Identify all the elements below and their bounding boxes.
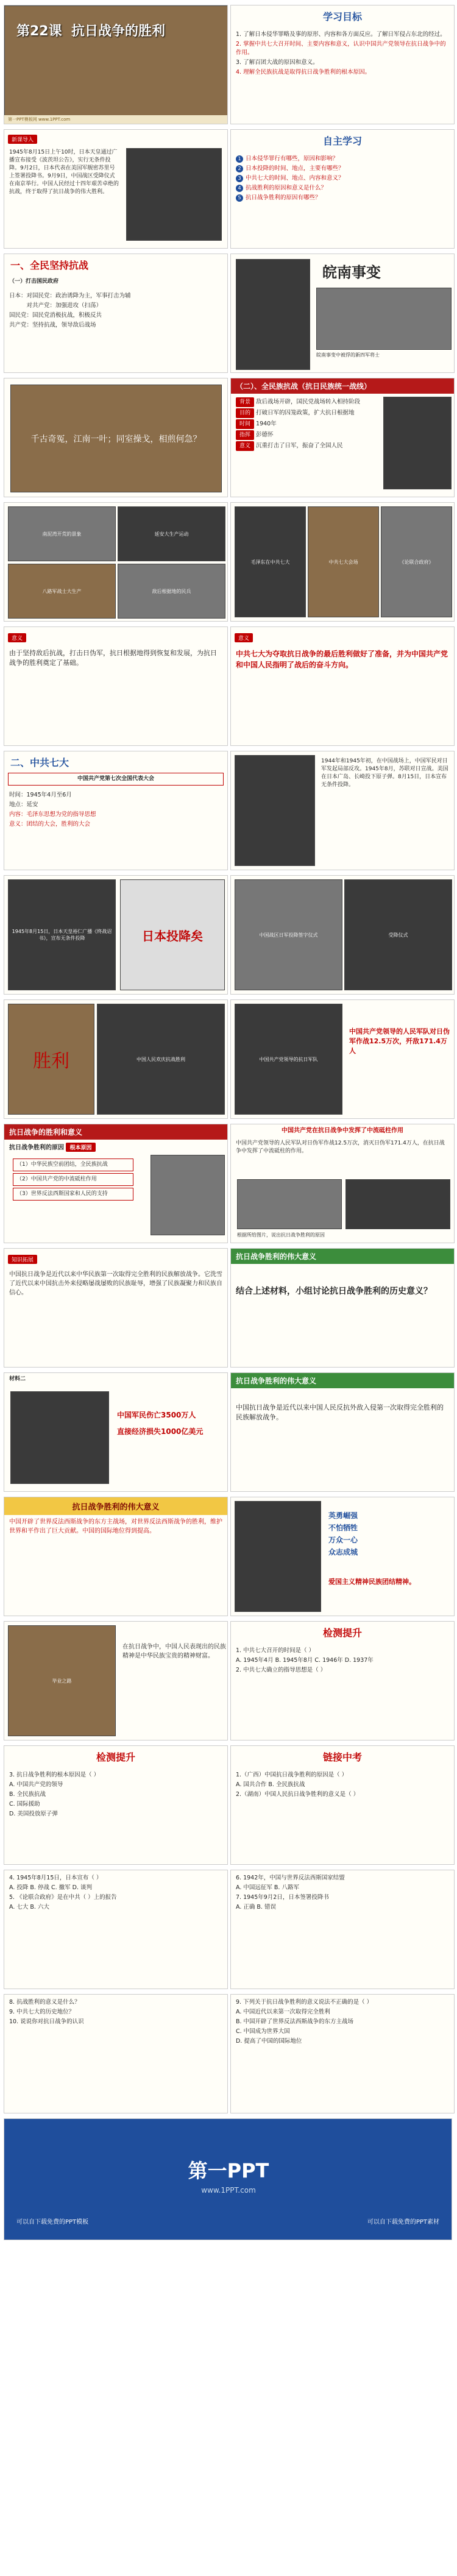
photo-3 (8, 564, 116, 619)
stat-casualties: 中国军民伤亡3500万人 (117, 1411, 196, 1419)
wannan-photo-2 (316, 288, 452, 350)
persist-heading: 一、全民坚持抗战 (10, 260, 89, 271)
spirit-line: 万众一心 (328, 1536, 358, 1544)
test-item: B. 中国开辟了世界反法西斯战争的东方主战场 (236, 2018, 354, 2025)
slide-reasons (4, 1124, 228, 1243)
slide-surrender-news (4, 875, 228, 995)
mainstay-photo-2 (345, 1179, 450, 1229)
spirit-photo (235, 1501, 321, 1612)
test-item: A. 正确 B. 错误 (236, 1904, 276, 1911)
test-item: D. 提高了中国的国际地位 (236, 2038, 302, 2045)
material-heading: 材料二 (9, 1376, 26, 1382)
test-item: 8. 抗战胜利的意义是什么？ (9, 1999, 80, 2006)
mainstay-title: 中国共产党在抗日战争中发挥了中流砥柱作用 (282, 1127, 403, 1134)
row-label: 背景 (236, 397, 254, 407)
spirit-line: 英勇崛强 (328, 1511, 358, 1520)
slide-title (4, 5, 228, 124)
extension-text: 中国抗日战争是近代以来中华民族第一次取得完全胜利的民族解放战争。它洗雪了近代以来中国抗击外来侵略屡战屡败的民族耻辱，增强了民族凝聚力和民族自信心。 (9, 1271, 222, 1296)
reasons-tag: 根本原因 (66, 1143, 95, 1152)
extension-tag: 知识拓展 (8, 1255, 37, 1264)
spirit-line: 不怕牺牲 (328, 1524, 358, 1532)
photo-caption: 《论联合政府》 (399, 559, 434, 565)
slide-counteroffensive (230, 751, 455, 870)
congress-heading: 二、中共七大 (10, 757, 69, 768)
photo-caption: 中共七大会场 (328, 559, 358, 565)
slide-test-5 (4, 1994, 228, 2113)
persist-line: 对共产党：加强进攻（扫荡） (9, 302, 102, 309)
test-item: 10. 说说你对抗日战争的认识 (9, 2018, 84, 2025)
reason-item: （2）中国共产党的中流砥柱作用 (13, 1173, 133, 1186)
brand-small-1: 可以自下载免费的PPT模板 (16, 2219, 89, 2226)
study-question: 日本投降的时间、地点，主要有哪些？ (246, 165, 344, 172)
slide-meaning-2 (230, 626, 455, 746)
test-item: B. 全民族抗战 (9, 1791, 46, 1798)
meaning-tag: 意义 (235, 633, 253, 642)
calligraphy-image (10, 385, 222, 492)
emperor-photo (8, 879, 116, 990)
congress-item: 地点：延安 (9, 801, 38, 808)
persist-sub: （一）打击国民政府 (9, 279, 59, 285)
study-question: 中共七大的时间、地点、内容和意义？ (246, 175, 344, 182)
mainstay-caption: 根据所给图片，说出抗日战争胜利的原因 (237, 1232, 325, 1238)
goal-item: 2. 掌握中共七大召开时间、主要内容和意义，认识中国共产党领导在抗日战争中的作用。 (236, 41, 446, 56)
slide-meaning-1 (4, 626, 228, 746)
test-item: D. 美国投放原子弹 (9, 1811, 58, 1817)
slide-surrender-ceremony (230, 875, 455, 995)
news-headline: 日本投降矣 (142, 928, 203, 943)
persist-line: 共产党：坚持抗战，领导敌后战场 (9, 322, 96, 328)
photo-hall (308, 506, 379, 617)
brand-small-2: 可以自下载免费的PPT素材 (367, 2219, 439, 2226)
ceremony-photo-2 (344, 879, 452, 990)
photo-1 (8, 506, 116, 561)
slide-self-study: 自主学习 1 日本侵华罪行有哪些，原因和影响？ 2 日本投降的时间、地点，主要有哪些？ 3 中共七大的时间、地点、内容和意义？ 4 抗战胜利的原因和意义是什么？ 5 抗日战争胜利的原因有哪些？ (230, 129, 455, 249)
test-item: 2. 中共七大确立的指导思想是（ ） (236, 1667, 327, 1673)
slide-poem (4, 378, 228, 497)
significance-heading: 抗日战争胜利的伟大意义 (231, 1249, 454, 1264)
slide-mainstay (230, 1124, 455, 1243)
slide-seventh-congress (4, 751, 228, 870)
row-label: 指挥 (236, 430, 254, 440)
test-item: 1. 中共七大召开的时间是（ ） (236, 1647, 315, 1654)
photo-caption: 中国战区日军投降签字仪式 (259, 932, 318, 938)
slide-test-3 (4, 1870, 228, 1989)
photo-caption: 中国人民欢庆抗战胜利 (136, 1056, 185, 1062)
exam-item: A. 国共合作 B. 全民族抗战 (236, 1781, 305, 1788)
intro-photo (126, 148, 222, 241)
celebration-photo (97, 1004, 225, 1115)
study-question: 抗日战争胜利的原因有哪些？ (246, 194, 321, 201)
significance-question: 结合上述材料，小组讨论抗日战争胜利的历史意义？ (236, 1286, 432, 1296)
slide-material (4, 1372, 228, 1492)
mainstay-photo (237, 1179, 342, 1229)
slide-significance-a (230, 1372, 455, 1492)
test-item: 6. 1942年，中国与世界反法西斯国家结盟 (236, 1875, 345, 1881)
newspaper-image (120, 879, 225, 990)
photo-2 (118, 506, 225, 561)
congress-item: 内容：毛泽东思想为党的指导思想 (9, 811, 96, 818)
row-value: 1940年 (256, 420, 277, 427)
slide-hundred-regiments (230, 378, 455, 497)
intro-text: 1945年8月15日上午10时，日本天皇通过广播宣布接受《波茨坦公告》，实行无条件投降。9月2日，日本代表在美国军舰密苏里号上签署投降书。9月9日，中国战区受降仪式在南京举行。中国人民经过十四年艰苦卓绝的抗战，终于取得了抗日战争的伟大胜利。 (9, 149, 119, 195)
regiments-heading: （二）、全民族抗战（抗日民族统一战线） (231, 378, 454, 394)
study-question: 日本侵华罪行有哪些，原因和影响？ (246, 155, 339, 162)
intro-tag: 新课导入 (8, 135, 37, 144)
photo-caption: 1945年8月15日，日本天皇裕仁广播《终战诏书》，宣布无条件投降 (12, 929, 112, 941)
test-heading: 检测提升 (96, 1751, 135, 1763)
slide-intro (4, 129, 228, 249)
persist-line: 国民党：国民党消极抗战，积极反共 (9, 312, 102, 319)
photo-4 (118, 564, 225, 619)
test-item: 9. 中共七大的历史地位？ (9, 2009, 75, 2015)
stat-losses: 直接经济损失1000亿美元 (117, 1427, 204, 1436)
persist-line: 日本：对国民党：政治诱降为主，军事打击为辅 (9, 293, 131, 299)
road-text: 在抗日战争中，中国人民表现出的民族精神是中华民族宝贵的精神财富。 (122, 1644, 226, 1659)
reasons-photo (151, 1155, 225, 1235)
goal-item: 1. 了解日本侵华罪略及事的原形、内容和各方面反应。了解日军侵占东北的经过。 (236, 31, 446, 38)
test-item: A. 中国近代以来第一次取得完全胜利 (236, 2009, 330, 2015)
reason-item: （3）世界反法西斯国家和人民的支持 (13, 1188, 133, 1201)
meaning-text: 由于坚持敌后抗战，打击日伪军，抗日根据地得到恢复和发展，为抗日战争的胜利奠定了基础。 (9, 649, 217, 667)
slide-extension (4, 1248, 228, 1368)
congress-item: 意义：团结的大会，胜利的大会 (9, 821, 91, 828)
goal-item: 4. 理解全民族抗战是取得抗日战争胜利的根本原因。 (236, 69, 371, 76)
meaning-tag: 意义 (8, 633, 26, 642)
exam-heading: 链接中考 (322, 1751, 362, 1763)
test-item: 5. 《论联合政府》是在中共（ ）上的报告 (9, 1894, 117, 1901)
slide-test-2 (4, 1745, 228, 1865)
wannan-banner: 皖南事变 (322, 264, 381, 281)
significance-heading-2: 抗日战争胜利的伟大意义 (231, 1373, 454, 1388)
slide-goals (230, 5, 455, 124)
slide-victory (4, 999, 228, 1119)
test-item: C. 中国成为世界大国 (236, 2028, 290, 2035)
photo-mao (235, 506, 306, 617)
test-item: A. 七大 B. 六大 (9, 1904, 49, 1911)
counter-photo (235, 755, 315, 866)
row-label: 时间 (236, 419, 254, 429)
photo-caption: 延安大生产运动 (154, 531, 189, 537)
test-item: 9. 下列关于抗日战争胜利的意义说法不正确的是（ ） (236, 1999, 373, 2006)
slide-test-6 (230, 1994, 455, 2113)
congress-item: 时间：1945年4月至6月 (9, 792, 72, 798)
photo-caption: 敌后根据地的民兵 (152, 588, 191, 594)
spirit-line: 众志成城 (328, 1548, 358, 1556)
slide-congress-photos (230, 502, 455, 622)
reasons-sub: 抗日战争胜利的原因 (9, 1144, 64, 1151)
film-poster (8, 1004, 94, 1115)
film-title: 胜利 (33, 1051, 69, 1072)
east-text: 中国开辟了世界反法西斯战争的东方主战场，对世界反法西斯战争的胜利，维护世界和平作出了巨大贡献。中国的国际地位得到提高。 (9, 1519, 222, 1535)
test-item: 7. 1945年9月2日，日本签署投降书 (236, 1894, 329, 1901)
road-photo (8, 1625, 116, 1736)
test-item: 4. 1945年8月15日，日本宣布（ ） (9, 1875, 102, 1881)
test-item: A. 中国远征军 B. 八路军 (236, 1884, 299, 1891)
east-banner: 抗日战争胜利的伟大意义 (4, 1497, 227, 1515)
photo-caption: 受降仪式 (388, 932, 408, 938)
regiments-photo (383, 397, 452, 489)
row-value: 打破日军的囚笼政策，扩大抗日根据地 (256, 410, 355, 416)
slide-army (230, 999, 455, 1119)
slide-road (4, 1621, 228, 1740)
congress-doc-title: 中国共产党第七次全国代表大会 (8, 773, 224, 786)
test-item: A. 1945年4月 B. 1945年8月 C. 1946年 D. 1937年 (236, 1657, 374, 1664)
slide-persist (4, 254, 228, 373)
test-heading: 检测提升 (322, 1627, 362, 1639)
slide-brand (4, 2118, 452, 2240)
row-value: 沉重打击了日军，振奋了全国人民 (256, 442, 343, 449)
counter-text: 1944年和1945年初，在中国战场上，中国军民对日军发起局部反攻。1945年8月，苏联对日宣战。美国在日本广岛、长崎投下原子弹。8月15日，日本宣布无条件投降。 (321, 758, 448, 788)
spirit-slogan: 爱国主义精神民族团结精神。 (328, 1578, 416, 1586)
self-study-title: 自主学习 (322, 135, 362, 147)
exam-item: 2.（湖南）中国人民抗日战争胜利的意义是（ ） (236, 1791, 360, 1798)
mainstay-text: 中国共产党领导的人民军队对日伪军作战12.5万次，消灭日伪军171.4万人，在抗日战争中发挥了中流砥柱的作用。 (236, 1140, 445, 1154)
slide-wannan (230, 254, 455, 373)
army-text: 中国共产党领导的人民军队对日伪军作战12.5万次，歼敌171.4万人 (349, 1027, 450, 1055)
photo-caption: 中国共产党领导的抗日军队 (259, 1056, 318, 1062)
army-photo (235, 1004, 342, 1115)
reason-item: （1）中华民族空前团结，全民族抗战 (13, 1158, 133, 1171)
test-item: C. 国际援助 (9, 1801, 40, 1808)
goals-title: 学习目标 (322, 11, 362, 23)
test-item: A. 中国共产党的领导 (9, 1781, 63, 1788)
slide-significance-q (230, 1248, 455, 1368)
slide-spirit (230, 1497, 455, 1616)
slide-footer: 第一PPT模板网 www.1PPT.com (4, 115, 228, 124)
test-item: A. 投降 B. 停战 C. 撤军 D. 谈判 (9, 1884, 93, 1891)
brand-name: 第一PPT (188, 2159, 269, 2182)
significance-text: 中国抗日战争是近代以来中国人民反抗外敌入侵第一次取得完全胜利的民族解放战争。 (236, 1403, 444, 1421)
slide-test-4 (230, 1870, 455, 1989)
photo-caption: 南泥湾开荒的景象 (42, 531, 82, 537)
slide-test-1 (230, 1621, 455, 1740)
slide-production (4, 502, 228, 622)
poem-quote: 千古奇冤，江南一叶；同室操戈，相煎何急？ (30, 434, 202, 444)
slide-exam-link (230, 1745, 455, 1865)
test-item: 3. 抗日战争胜利的根本原因是（ ） (9, 1772, 100, 1778)
row-value: 彭德怀 (256, 431, 274, 438)
wannan-caption: 皖南事变中被俘的新四军将士 (316, 352, 380, 358)
wannan-photo (236, 259, 310, 370)
material-photo (10, 1391, 109, 1484)
brand-site: www.1PPT.com (201, 2186, 256, 2195)
exam-item: 1.（广西）中国抗日战争胜利的原因是（ ） (236, 1772, 348, 1778)
row-label: 目的 (236, 408, 254, 418)
ceremony-photo (235, 879, 342, 990)
row-label: 意义 (236, 441, 254, 451)
meaning-text: 中共七大为夺取抗日战争的最后胜利做好了准备，并为中国共产党和中国人民指明了战后的奋斗方向。 (236, 650, 448, 669)
slide-east-battlefield (4, 1497, 228, 1616)
study-question: 抗战胜利的原因和意义是什么？ (246, 185, 327, 191)
photo-book (381, 506, 452, 617)
lesson-number: 第22课 (16, 24, 62, 39)
photo-caption: 毕业之路 (52, 1678, 72, 1684)
row-value: 敌后战场开辟，国民党战场转入相持阶段 (256, 399, 361, 405)
photo-caption: 八路军战士大生产 (42, 588, 82, 594)
lesson-title: 抗日战争的胜利 (71, 24, 165, 39)
goal-item: 3. 了解百团大战的原因和意义。 (236, 59, 319, 66)
reasons-heading: 抗日战争的胜利和意义 (4, 1124, 227, 1140)
photo-caption: 毛泽东在中共七大 (250, 559, 290, 565)
